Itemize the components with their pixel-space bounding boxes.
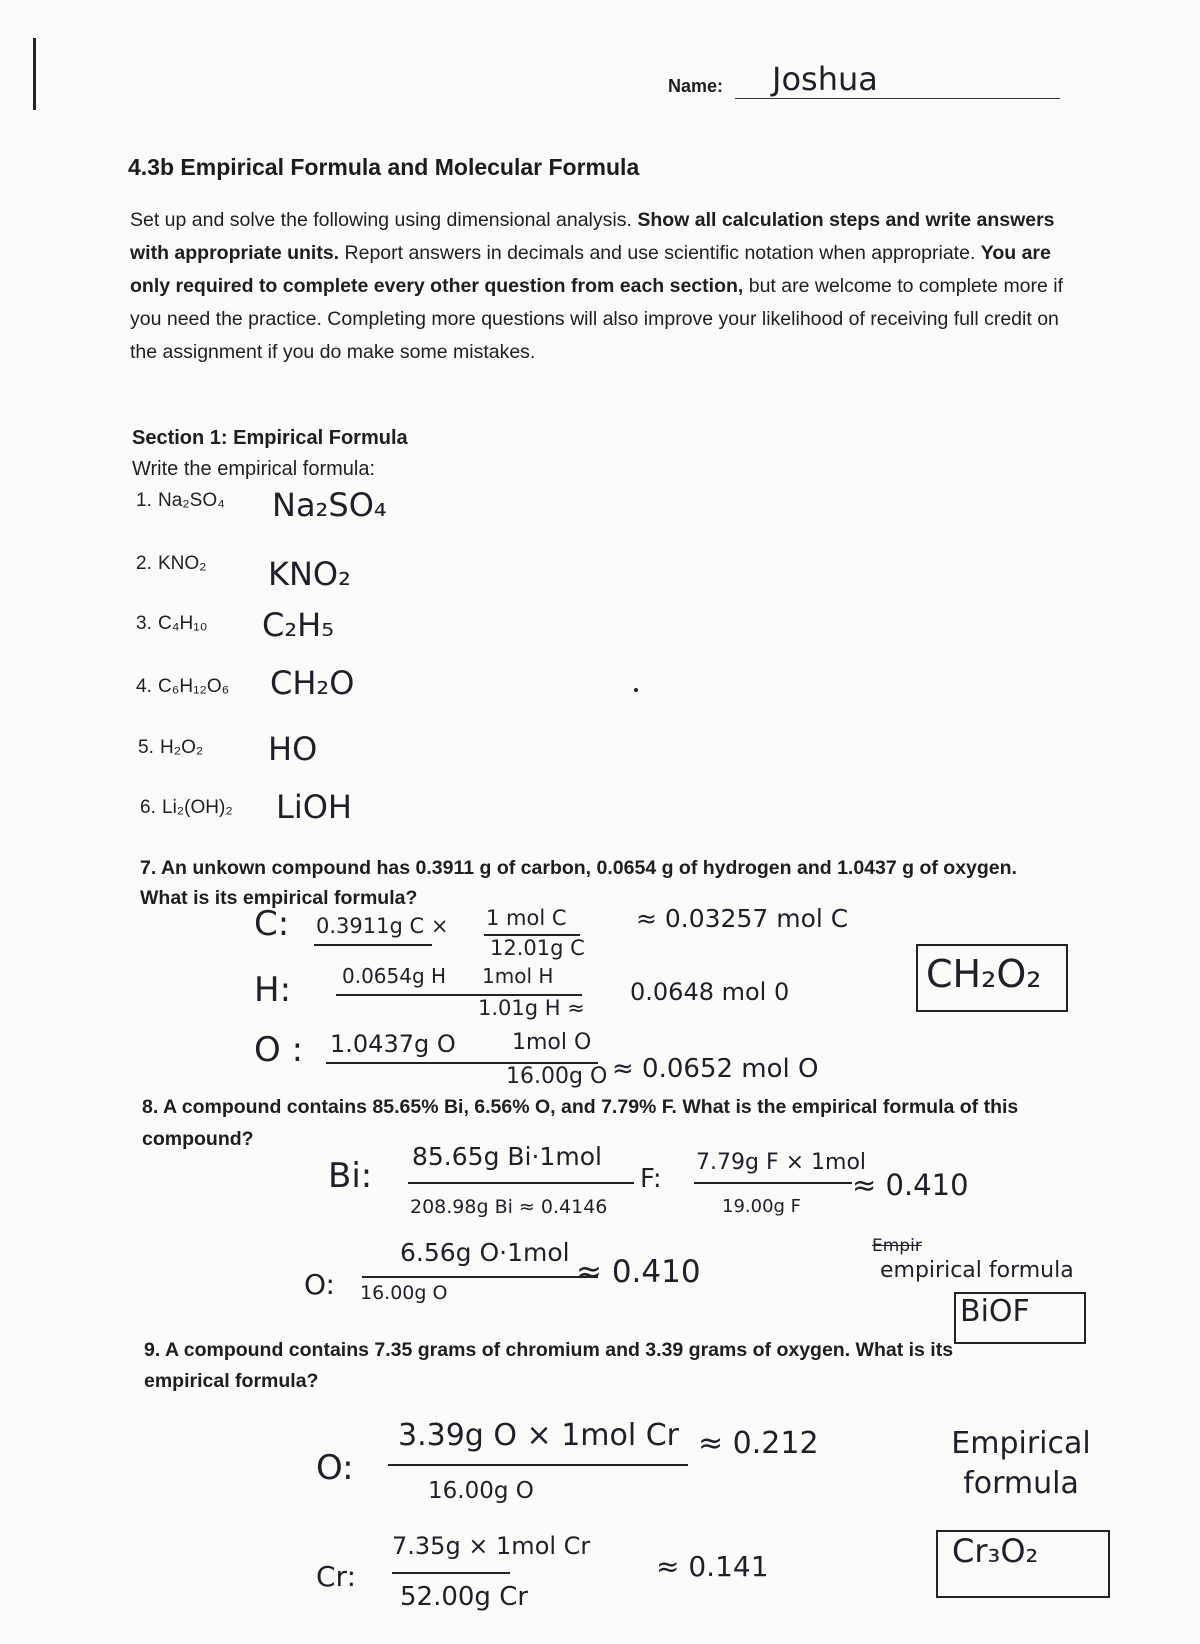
item-1-answer: Na₂SO₄: [272, 486, 387, 524]
item-3-formula: C₄H₁₀: [158, 613, 208, 634]
q7-c-label: C:: [254, 904, 290, 944]
q7-o-result: ≈ 0.0652 mol O: [612, 1054, 819, 1084]
item-4-answer: CH₂O: [270, 664, 355, 702]
q8-note-scratch: Empir: [872, 1236, 922, 1256]
q8-line1: 8. A compound contains 85.65% Bi, 6.56% O, and 7.79% F. What is the empirical formula of this: [142, 1096, 1019, 1118]
q7-c-num: 0.3911g C ×: [316, 914, 449, 938]
page-title: 4.3b Empirical Formula and Molecular Formula: [128, 154, 640, 180]
instructions-part-1: Set up and solve the following using dimensional analysis.: [130, 209, 638, 231]
item-6-formula: Li₂(OH)₂: [162, 797, 233, 818]
item-2-formula: KNO₂: [158, 553, 207, 574]
q7-h-den: 1.01g H ≈: [478, 996, 585, 1020]
instructions: [130, 204, 1075, 369]
q7-answer: CH₂O₂: [926, 952, 1042, 996]
item-6-num: 6.: [140, 797, 156, 818]
q7-h-num: 0.0654g H: [342, 964, 447, 988]
q8-answer: BiOF: [960, 1294, 1030, 1329]
section1-heading: Section 1: Empirical Formula: [132, 427, 408, 449]
q8-line2: compound?: [142, 1128, 254, 1150]
q9-cr-result: ≈ 0.141: [656, 1550, 769, 1583]
item-2-answer: KNO₂: [268, 555, 351, 593]
q8-f-result: ≈ 0.410: [852, 1168, 969, 1202]
q9-o-num: 3.39g O × 1mol Cr: [398, 1418, 680, 1453]
item-5-num: 5.: [138, 737, 154, 758]
q7-c-bar1: [314, 944, 432, 946]
q8-f-bar: [694, 1182, 852, 1184]
q7-o-label: O :: [254, 1030, 304, 1070]
item-5-formula: H₂O₂: [160, 737, 204, 758]
q9-o-bar: [388, 1464, 688, 1466]
q7-c-num2: 1 mol C: [486, 906, 567, 930]
q9-note: Empirical formula: [951, 1426, 1091, 1501]
q8-o-label: O:: [304, 1268, 335, 1301]
instructions-part-3: Report answers in decimals and use scientific notation when appropriate.: [339, 242, 981, 264]
q7-c-den: 12.01g C: [490, 936, 585, 960]
q8-f-den: 19.00g F: [722, 1196, 802, 1217]
q8-o-bar: [362, 1276, 598, 1278]
q7-line1: 7. An unkown compound has 0.3911 g of carbon, 0.0654 g of hydrogen and 1.0437 g of oxygen.: [140, 857, 1017, 879]
q8-bi-label: Bi:: [328, 1156, 373, 1196]
q8-bi-num: 85.65g Bi·1mol: [412, 1142, 602, 1171]
q8-bi-bar: [408, 1182, 634, 1184]
q8-f-label: F:: [640, 1164, 662, 1194]
q8-f-num: 7.79g F × 1mol: [696, 1150, 867, 1175]
name-value: Joshua: [772, 60, 878, 98]
section1-subheading: Write the empirical formula:: [132, 458, 376, 480]
q7-o-den: 16.00g O: [506, 1064, 608, 1089]
q7-c-result: ≈ 0.03257 mol C: [636, 904, 849, 933]
q7-h-label: H:: [254, 970, 292, 1010]
q8-note: empirical formula: [880, 1258, 1074, 1283]
q9-o-result: ≈ 0.212: [698, 1426, 819, 1461]
name-label: Name:: [668, 76, 724, 96]
stray-dot: [634, 688, 638, 692]
q9-line2: empirical formula?: [144, 1370, 319, 1392]
item-3-num: 3.: [136, 613, 152, 634]
item-1-num: 1.: [136, 490, 152, 511]
q8-o-num: 6.56g O·1mol: [400, 1238, 570, 1267]
name-underline: [735, 98, 1060, 99]
q7-h-result: 0.0648 mol 0: [630, 978, 790, 1006]
item-2-num: 2.: [136, 553, 152, 574]
q7-h-num2: 1mol H: [482, 964, 554, 988]
instructions-part-2: Show all calculation steps and write answers with appropriate units.: [130, 209, 1055, 264]
q7-o-num2: 1mol O: [512, 1030, 592, 1055]
q9-cr-num: 7.35g × 1mol Cr: [392, 1532, 591, 1560]
item-6-answer: LiOH: [276, 788, 352, 826]
item-3-answer: C₂H₅: [262, 606, 335, 644]
q9-cr-label: Cr:: [316, 1560, 357, 1593]
q8-o-den: 16.00g O: [360, 1282, 448, 1304]
q7-o-num: 1.0437g O: [330, 1030, 456, 1058]
q9-o-label: O:: [316, 1448, 354, 1488]
item-5-answer: HO: [268, 730, 318, 768]
margin-mark: [33, 38, 36, 110]
instructions-part-4: You are only required to complete every other question from each section,: [130, 242, 1051, 297]
q9-o-den: 16.00g O: [428, 1478, 534, 1504]
q9-cr-den: 52.00g Cr: [400, 1582, 529, 1612]
item-1-formula: Na₂SO₄: [158, 490, 225, 511]
instructions-part-5: but are welcome to complete more if you need the practice. Completing more questions will also improve your likelihood of receiving full credit on the assignment if you do make some mistakes.: [130, 275, 1064, 363]
q8-bi-den: 208.98g Bi ≈ 0.4146: [410, 1196, 608, 1218]
q9-line1: 9. A compound contains 7.35 grams of chromium and 3.39 grams of oxygen. What is its: [144, 1339, 954, 1361]
q7-line2: What is its empirical formula?: [140, 887, 418, 909]
q8-o-result: ≈ 0.410: [576, 1254, 701, 1290]
item-4-num: 4.: [136, 676, 152, 697]
q9-answer: Cr₃O₂: [952, 1532, 1039, 1570]
item-4-formula: C₆H₁₂O₆: [158, 676, 230, 697]
q9-cr-bar: [392, 1572, 510, 1574]
